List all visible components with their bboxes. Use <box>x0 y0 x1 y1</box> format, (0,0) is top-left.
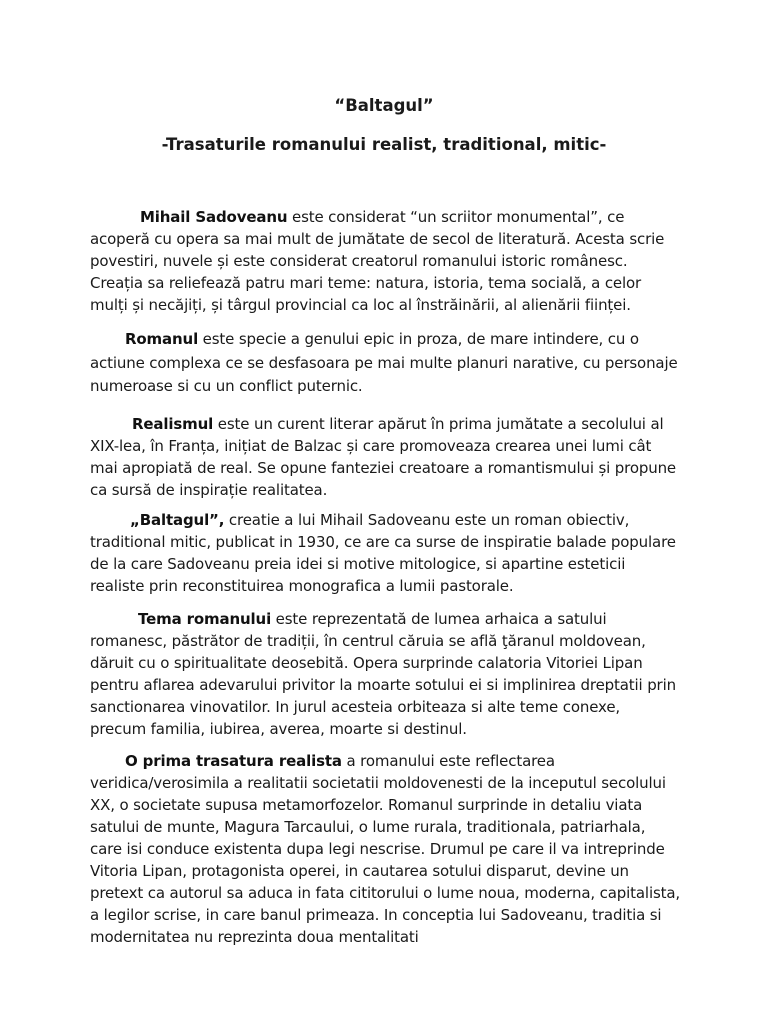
paragraph-realismul <box>90 413 680 501</box>
paragraph-tema <box>90 608 680 740</box>
paragraph-lead: Romanul <box>125 330 199 348</box>
paragraph-text: creatie a lui Mihail Sadoveanu este un roman obiectiv, traditional mitic, publicat in 1930, ce are ca surse de inspiratie balade populare de la care Sadoveanu preia idei si motive mitologice, si apartine esteticii realiste prin reconstituirea monografica a lumii pastorale. <box>90 511 676 595</box>
paragraph-baltagul <box>90 509 680 597</box>
paragraph-prima-trasatura <box>90 750 680 948</box>
paragraph-text: este specie a genului epic in proza, de mare intindere, cu o actiune complexa ce se desfasoara pe mai multe planuri narative, cu personaje numeroase si cu un conflict puternic. <box>90 330 678 395</box>
paragraph-text: este reprezentată de lumea arhaica a satului romanesc, păstrător de tradiții, în centrul căruia se află ţăranul moldovean, dăruit cu o spiritualitate deosebită. Opera surprinde calatoria Vitoriei Lipan pentru aflarea adevarului privitor la moarte sotului ei si implinirea dreptatii prin sanctionarea vinovatilor. In jurul acesteia orbiteaza si alte teme conexe, precum familia, iubirea, averea, moarte si destinul. <box>90 610 676 738</box>
paragraph-lead: O prima trasatura realista <box>125 752 342 770</box>
paragraph-author <box>90 206 680 316</box>
paragraph-text: este un curent literar apărut în prima jumătate a secolului al XIX-lea, în Franța, inițiat de Balzac și care promoveaza crearea unei lumi cât mai apropiată de real. Se opune fanteziei creatoare a romantismului și propune ca sursă de inspirație realitatea. <box>90 415 677 499</box>
document-subtitle: -Trasaturile romanului realist, traditional, mitic- <box>161 135 607 154</box>
paragraph-romanul <box>90 328 680 399</box>
paragraph-text: este considerat “un scriitor monumental”, ce acoperă cu opera sa mai mult de jumătate de secol de literatură. Acesta scrie povestiri, nuvele și este considerat creatorul romanului istoric românesc. Creația sa reliefează patru mari teme: natura, istoria, tema socială, a celor mulți și necăjiți, și târgul provincial ca loc al înstrăinării, al alienării ființei. <box>90 208 665 314</box>
paragraph-lead: Realismul <box>132 415 214 433</box>
paragraph-lead: Mihail Sadoveanu <box>140 208 288 226</box>
paragraph-lead: Tema romanului <box>138 610 272 628</box>
paragraph-text: a romanului este reflectarea veridica/verosimila a realitatii societatii moldovenesti de la inceputul secolului XX, o societate supusa metamorfozelor. Romanul surprinde in detaliu viata satului de munte, Magura Tarcaului, o lume rurala, traditionala, patriarhala, care isi conduce existenta dupa legi nescrise. Drumul pe care il va intreprinde Vitoria Lipan, protagonista operei, in cautarea sotului disparut, devine un pretext ca autorul sa aduca in fata cititorului o lume noua, moderna, capitalista, a legilor scrise, in care banul primeaza. In conceptia lui Sadoveanu, traditia si modernitatea nu reprezinta doua mentalitati <box>90 752 681 946</box>
document-title: “Baltagul” <box>334 96 434 115</box>
paragraph-lead: „Baltagul”, <box>130 511 225 529</box>
